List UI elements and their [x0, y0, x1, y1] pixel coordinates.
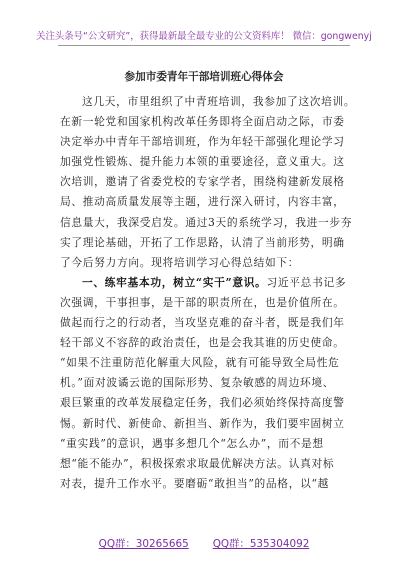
footer [0, 535, 408, 550]
section-heading-line [60, 273, 350, 293]
header-divider [58, 45, 350, 46]
section-heading: 一、练牢基本功，树立“实干”意识。 [82, 275, 267, 289]
body-line: “重实践”的意识，遇事多想几个“怎么办”，而不是想 [60, 436, 324, 450]
body-line: 实了理论基础，开拓了工作思路，认清了当前形势，明确 [60, 235, 345, 249]
body-line: 次培训，邀请了省委党校的专家学者，围绕构建新发展格 [60, 175, 345, 189]
body-line: 想“能不能办”，积极探索求取最优解决方法。认真对标 [60, 456, 335, 470]
body-line: 惕。新时代、新使命、新担当、新作为，我们要牢固树立 [60, 416, 345, 430]
body-line: 局、推动高质量发展等主题，进行深入研讨，内容丰富， [60, 195, 345, 209]
body-line: 轻干部义不容辞的政治责任，也是会我其谁的历史使命。 [60, 336, 345, 350]
body-line: 信息量大，我深受启发。通过3天的系统学习，我进一步夯 [60, 215, 353, 229]
body-line: 这几天，市里组织了中青班培训，我参加了这次培训。 [82, 95, 356, 108]
body-line: 次强调，干事担事，是干部的职责所在，也是价值所在。 [60, 295, 345, 309]
body-line: 机。”面对波谲云诡的国际形势、复杂敏感的周边环境、 [60, 376, 335, 390]
qq-group-link-1[interactable]: QQ群：30265665 [98, 538, 189, 550]
body-line: 艰巨繁重的改革发展稳定任务，我们必须始终保持高度警 [60, 396, 345, 410]
body-line: 对表，提升工作水平。要磨砺“敢担当”的品格，以“越 [60, 476, 330, 490]
body-line: 做起而行之的行动者，当攻坚克难的奋斗者，既是我们年 [60, 316, 345, 330]
document-title: 参加市委青年干部培训班心得体会 [124, 71, 284, 83]
body-line: 了今后努力方向。现将培训学习心得总结如下： [60, 255, 300, 269]
section-heading-continuation: 习近平总书记多 [266, 275, 347, 289]
header-banner: 关注头条号“公文研究”，获得最新最全最专业的公文资料库！ 微信：gongwenyj [36, 31, 372, 42]
body-line: 加强党性锻炼、提升能力本领的重要途径，意义重大。这 [60, 155, 345, 169]
qq-group-link-2[interactable]: QQ群：535304092 [212, 538, 310, 550]
document-body [60, 92, 356, 494]
body-line: 在新一轮党和国家机构改革任务即将全面启动之际，市委 [60, 115, 345, 129]
body-line: “如果不注重防范化解重大风险，就有可能导致全局性危 [60, 356, 340, 370]
body-line: 决定举办中青年干部培训班，作为年轻干部强化理论学习 [60, 135, 345, 149]
